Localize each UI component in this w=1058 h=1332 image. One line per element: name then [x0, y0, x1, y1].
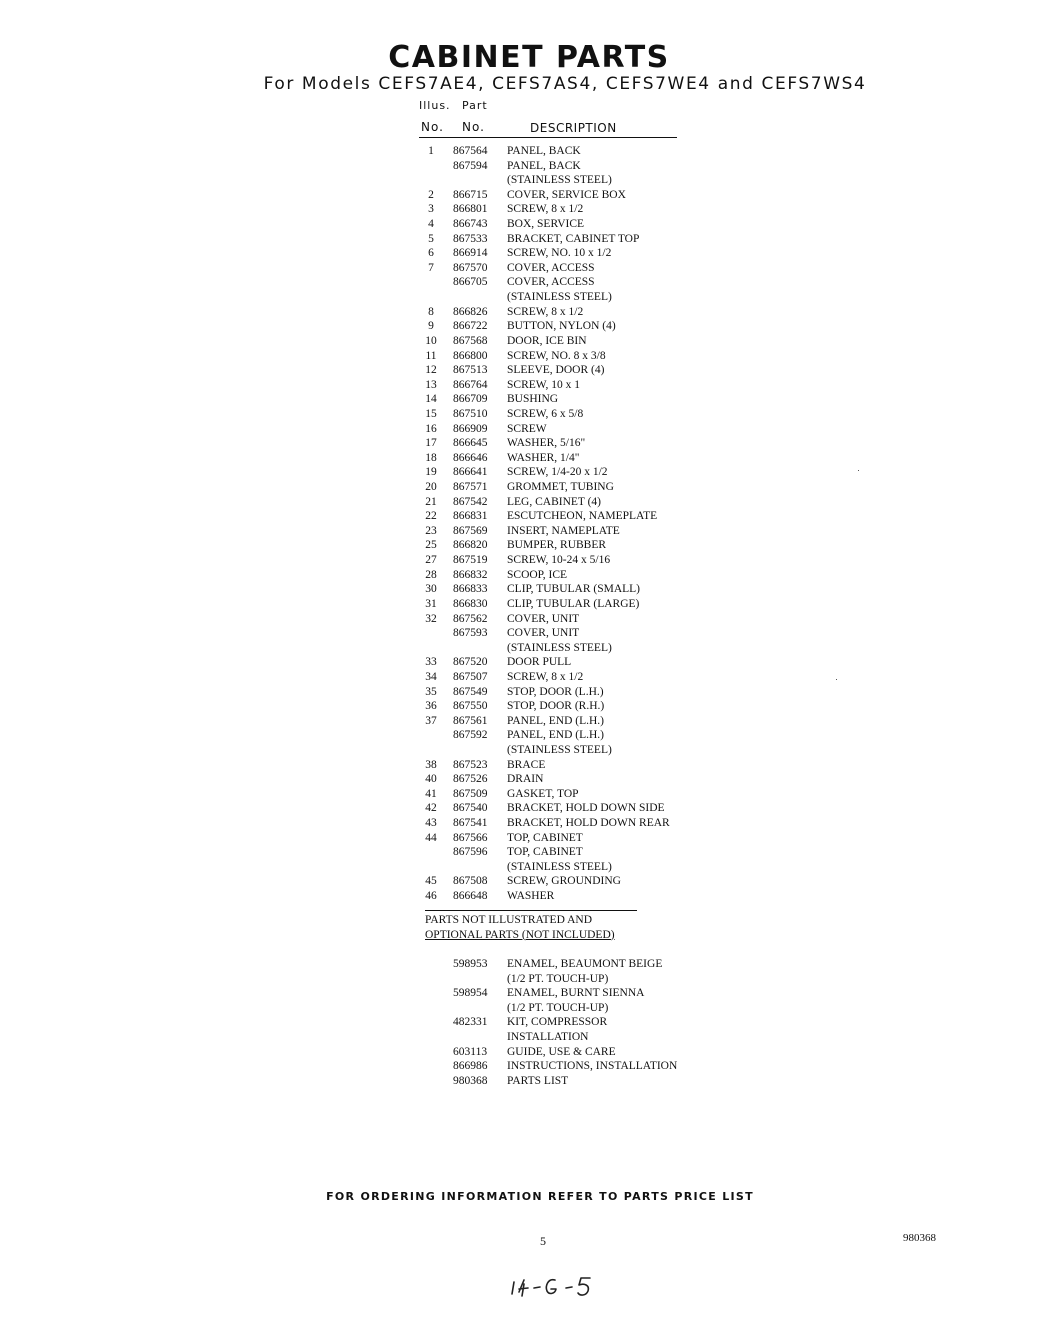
- illus-no: 43: [425, 817, 437, 830]
- page-number: 5: [540, 1234, 546, 1248]
- parts-row: [420, 290, 720, 305]
- illus-no: 4: [428, 218, 434, 231]
- part-description: BRACKET, HOLD DOWN SIDE: [507, 802, 665, 815]
- part-description: DOOR PULL: [507, 656, 572, 669]
- parts-row: [420, 728, 720, 743]
- part-description: SCREW, 1/4-20 x 1/2: [507, 466, 608, 479]
- illus-no: 31: [425, 597, 437, 610]
- parts-row: [420, 246, 720, 261]
- illus-no: 3: [428, 203, 434, 216]
- illus-no: 13: [425, 378, 437, 391]
- part-description: INSERT, NAMEPLATE: [507, 524, 620, 537]
- part-number: 866832: [453, 568, 488, 581]
- part-description: (STAINLESS STEEL): [507, 174, 612, 187]
- illus-no: 8: [428, 305, 434, 318]
- illus-no: 34: [425, 670, 437, 683]
- part-description: BUTTON, NYLON (4): [507, 320, 616, 333]
- optional-parts-row: [420, 972, 740, 987]
- parts-row: [420, 743, 720, 758]
- parts-row: [420, 232, 720, 247]
- illus-no: 35: [425, 685, 437, 698]
- part-number: 866641: [453, 466, 488, 479]
- part-description: (STAINLESS STEEL): [507, 641, 612, 654]
- illus-no: 33: [425, 656, 437, 669]
- parts-row: [420, 685, 720, 700]
- part-description: DOOR, ICE BIN: [507, 334, 587, 347]
- part-number: 867542: [453, 495, 488, 508]
- models-subtitle: For Models CEFS7AE4, CEFS7AS4, CEFS7WE4 and CEFS7WS4: [263, 74, 867, 94]
- part-description: PANEL, END (L.H.): [507, 729, 604, 742]
- part-number: 867571: [453, 481, 488, 494]
- parts-row: [420, 641, 720, 656]
- part-number: 867562: [453, 612, 488, 625]
- parts-row: [420, 655, 720, 670]
- parts-row: [420, 144, 720, 159]
- part-number: 866986: [453, 1060, 488, 1073]
- part-description: SLEEVE, DOOR (4): [507, 364, 605, 377]
- header-rule: [419, 137, 677, 138]
- part-number: 866831: [453, 510, 488, 523]
- illus-no: 7: [428, 261, 434, 274]
- parts-row: [420, 275, 720, 290]
- parts-row: [420, 538, 720, 553]
- illus-no: 10: [425, 334, 437, 347]
- parts-row: [420, 465, 720, 480]
- part-description: COVER, ACCESS: [507, 276, 595, 289]
- part-description: BUSHING: [507, 393, 559, 406]
- optional-parts-row: [420, 1074, 740, 1089]
- part-description: GUIDE, USE & CARE: [507, 1045, 616, 1058]
- part-number: 482331: [453, 1016, 488, 1029]
- illus-no: 37: [425, 714, 437, 727]
- part-description: WASHER: [507, 890, 555, 903]
- parts-row: [420, 787, 720, 802]
- part-description: TOP, CABINET: [507, 846, 583, 859]
- parts-list: [420, 144, 720, 904]
- illus-no: 6: [428, 247, 434, 260]
- optional-parts-list: [420, 957, 740, 1088]
- part-number: 867513: [453, 364, 488, 377]
- part-number: 866833: [453, 583, 488, 596]
- handwritten-note: [508, 1272, 598, 1300]
- part-number: 867592: [453, 729, 488, 742]
- part-number: 867549: [453, 685, 488, 698]
- part-description: (1/2 PT. TOUCH-UP): [507, 1001, 609, 1014]
- parts-row: [420, 816, 720, 831]
- part-description: COVER, UNIT: [507, 627, 580, 640]
- part-number: 867510: [453, 407, 488, 420]
- parts-row: [420, 378, 720, 393]
- part-number: 866709: [453, 393, 488, 406]
- optional-parts-row: [420, 986, 740, 1001]
- illus-no: 19: [425, 466, 437, 479]
- part-description: ENAMEL, BURNT SIENNA: [507, 987, 645, 1000]
- ordering-note: FOR ORDERING INFORMATION REFER TO PARTS PRICE LIST: [326, 1190, 754, 1203]
- part-number: 867570: [453, 261, 488, 274]
- parts-row: [420, 845, 720, 860]
- parts-row: [420, 801, 720, 816]
- parts-row: [420, 582, 720, 597]
- parts-row: [420, 758, 720, 773]
- illus-no: 17: [425, 437, 437, 450]
- illus-no: 45: [425, 875, 437, 888]
- part-description: INSTRUCTIONS, INSTALLATION: [507, 1060, 678, 1073]
- part-description: STOP, DOOR (R.H.): [507, 700, 605, 713]
- illus-no: 32: [425, 612, 437, 625]
- part-description: WASHER, 5/16": [507, 437, 586, 450]
- part-description: SCREW, NO. 10 x 1/2: [507, 247, 612, 260]
- part-number: 867509: [453, 787, 488, 800]
- notes-block: [425, 913, 725, 942]
- parts-row: [420, 626, 720, 641]
- part-description: KIT, COMPRESSOR: [507, 1016, 608, 1029]
- illus-no: 41: [425, 787, 437, 800]
- parts-row: [420, 889, 720, 904]
- part-description: GROMMET, TUBING: [507, 481, 614, 494]
- page-title: CABINET PARTS: [388, 40, 670, 75]
- parts-row: [420, 217, 720, 232]
- parts-row: [420, 568, 720, 583]
- notes-line-1: PARTS NOT ILLUSTRATED AND: [425, 914, 593, 926]
- illus-no: 40: [425, 773, 437, 786]
- parts-row: [420, 670, 720, 685]
- illus-no: 25: [425, 539, 437, 552]
- parts-row: [420, 349, 720, 364]
- part-number: 598953: [453, 958, 488, 970]
- part-number: 867569: [453, 524, 488, 537]
- part-description: SCREW, GROUNDING: [507, 875, 621, 888]
- illus-no: 22: [425, 510, 437, 523]
- part-description: PANEL, BACK: [507, 159, 581, 172]
- part-description: (STAINLESS STEEL): [507, 291, 612, 304]
- notes-line-2: OPTIONAL PARTS (NOT INCLUDED): [425, 928, 615, 941]
- parts-row: [420, 509, 720, 524]
- optional-parts-row: [420, 1059, 740, 1074]
- part-number: 867596: [453, 846, 488, 859]
- part-description: (STAINLESS STEEL): [507, 743, 612, 756]
- illus-no: 1: [428, 145, 434, 157]
- part-description: STOP, DOOR (L.H.): [507, 685, 604, 698]
- parts-row: [420, 553, 720, 568]
- parts-row: [420, 334, 720, 349]
- part-number: 867533: [453, 232, 488, 245]
- part-description: ESCUTCHEON, NAMEPLATE: [507, 510, 658, 523]
- part-description: (1/2 PT. TOUCH-UP): [507, 972, 609, 985]
- illus-no: 12: [425, 364, 437, 377]
- illus-column-label: Illus.: [419, 99, 451, 112]
- illus-no: 42: [425, 802, 437, 815]
- parts-row: [420, 363, 720, 378]
- part-description: BRACKET, CABINET TOP: [507, 232, 640, 245]
- part-number: 866722: [453, 320, 488, 333]
- part-description: SCREW, NO. 8 x 3/8: [507, 349, 606, 362]
- part-description: SCOOP, ICE: [507, 568, 568, 581]
- illus-no: 18: [425, 451, 437, 464]
- part-column-label: Part: [462, 99, 488, 112]
- part-number: 866800: [453, 349, 488, 362]
- parts-row: [420, 480, 720, 495]
- optional-parts-row: [420, 1045, 740, 1060]
- parts-row: [420, 436, 720, 451]
- parts-row: [420, 305, 720, 320]
- parts-row: [420, 612, 720, 627]
- part-description: SCREW: [507, 422, 547, 435]
- part-description: COVER, UNIT: [507, 612, 580, 625]
- parts-row: [420, 451, 720, 466]
- document-number: 980368: [903, 1232, 936, 1244]
- illus-no: 16: [425, 422, 437, 435]
- part-number: 867550: [453, 700, 488, 713]
- parts-row: [420, 714, 720, 729]
- parts-row: [420, 495, 720, 510]
- parts-row: [420, 173, 720, 188]
- part-number: 866826: [453, 305, 488, 318]
- part-number: 867519: [453, 554, 488, 567]
- part-number: 866715: [453, 188, 488, 201]
- illus-no: 38: [425, 758, 437, 771]
- part-number: 867564: [453, 145, 488, 157]
- part-number: 867594: [453, 159, 488, 172]
- part-number: 866830: [453, 597, 488, 610]
- part-description: WASHER, 1/4": [507, 451, 580, 464]
- part-number: 867540: [453, 802, 488, 815]
- part-number: 867568: [453, 334, 488, 347]
- part-number: 867523: [453, 758, 488, 771]
- illus-no: 23: [425, 524, 437, 537]
- part-number: 866743: [453, 218, 488, 231]
- part-description: BRACKET, HOLD DOWN REAR: [507, 817, 670, 830]
- part-description: SCREW, 10 x 1: [507, 378, 581, 391]
- part-description: INSTALLATION: [507, 1031, 589, 1044]
- illus-no: 21: [425, 495, 437, 508]
- illus-no: 20: [425, 481, 437, 494]
- parts-row: [420, 699, 720, 714]
- scan-speck: [836, 679, 837, 680]
- part-no-column-header: No.: [462, 120, 485, 134]
- part-number: 867508: [453, 875, 488, 888]
- part-description: PANEL, BACK: [507, 145, 581, 157]
- part-number: 867561: [453, 714, 488, 727]
- illus-no: 5: [428, 232, 434, 245]
- parts-row: [420, 860, 720, 875]
- parts-row: [420, 407, 720, 422]
- part-description: GASKET, TOP: [507, 787, 579, 800]
- parts-row: [420, 874, 720, 889]
- parts-row: [420, 422, 720, 437]
- part-description: CLIP, TUBULAR (SMALL): [507, 583, 641, 596]
- part-description: COVER, ACCESS: [507, 261, 595, 274]
- illus-no: 30: [425, 583, 437, 596]
- part-number: 867507: [453, 670, 488, 683]
- illus-no: 28: [425, 568, 437, 581]
- illus-no: 36: [425, 700, 437, 713]
- part-number: 866764: [453, 378, 488, 391]
- part-description: BRACE: [507, 758, 546, 771]
- part-number: 603113: [453, 1045, 488, 1058]
- part-number: 866801: [453, 203, 488, 216]
- part-description: SCREW, 8 x 1/2: [507, 670, 584, 683]
- part-number: 867526: [453, 773, 488, 786]
- part-number: 866645: [453, 437, 488, 450]
- optional-parts-row: [420, 1030, 740, 1045]
- optional-parts-row: [420, 1015, 740, 1030]
- illus-no: 44: [425, 831, 437, 844]
- part-number: 598954: [453, 987, 488, 1000]
- illus-no: 2: [428, 188, 434, 201]
- part-description: PANEL, END (L.H.): [507, 714, 604, 727]
- part-number: 867593: [453, 627, 488, 640]
- part-description: BOX, SERVICE: [507, 218, 585, 231]
- illus-no: 46: [425, 890, 437, 903]
- part-description: CLIP, TUBULAR (LARGE): [507, 597, 640, 610]
- optional-parts-row: [420, 1001, 740, 1016]
- illus-no: 14: [425, 393, 437, 406]
- optional-parts-row: [420, 957, 740, 972]
- parts-row: [420, 524, 720, 539]
- part-number: 866705: [453, 276, 488, 289]
- illus-no: 15: [425, 407, 437, 420]
- parts-row: [420, 597, 720, 612]
- scan-speck: [858, 470, 859, 471]
- part-number: 867566: [453, 831, 488, 844]
- part-number: 866646: [453, 451, 488, 464]
- part-number: 866648: [453, 890, 488, 903]
- part-description: PARTS LIST: [507, 1074, 569, 1087]
- part-description: TOP, CABINET: [507, 831, 583, 844]
- description-column-header: DESCRIPTION: [530, 121, 617, 135]
- part-description: LEG, CABINET (4): [507, 495, 602, 508]
- notes-top-rule: [425, 910, 637, 911]
- part-description: COVER, SERVICE BOX: [507, 188, 626, 201]
- parts-row: [420, 159, 720, 174]
- part-description: BUMPER, RUBBER: [507, 539, 607, 552]
- part-description: ENAMEL, BEAUMONT BEIGE: [507, 958, 663, 970]
- parts-row: [420, 772, 720, 787]
- part-description: SCREW, 8 x 1/2: [507, 305, 584, 318]
- part-number: 867520: [453, 656, 488, 669]
- part-number: 866909: [453, 422, 488, 435]
- parts-row: [420, 202, 720, 217]
- illus-no: 9: [428, 320, 434, 333]
- part-number: 980368: [453, 1074, 488, 1087]
- no-column-header: No.: [421, 120, 444, 134]
- part-number: 867541: [453, 817, 488, 830]
- part-description: SCREW, 6 x 5/8: [507, 407, 584, 420]
- parts-row: [420, 319, 720, 334]
- part-number: 866914: [453, 247, 488, 260]
- illus-no: 27: [425, 554, 437, 567]
- parts-row: [420, 261, 720, 276]
- part-description: SCREW, 8 x 1/2: [507, 203, 584, 216]
- part-description: (STAINLESS STEEL): [507, 860, 612, 873]
- part-description: SCREW, 10-24 x 5/16: [507, 554, 611, 567]
- parts-row: [420, 831, 720, 846]
- part-number: 866820: [453, 539, 488, 552]
- parts-row: [420, 188, 720, 203]
- part-description: DRAIN: [507, 773, 544, 786]
- illus-no: 11: [425, 349, 437, 362]
- parts-row: [420, 392, 720, 407]
